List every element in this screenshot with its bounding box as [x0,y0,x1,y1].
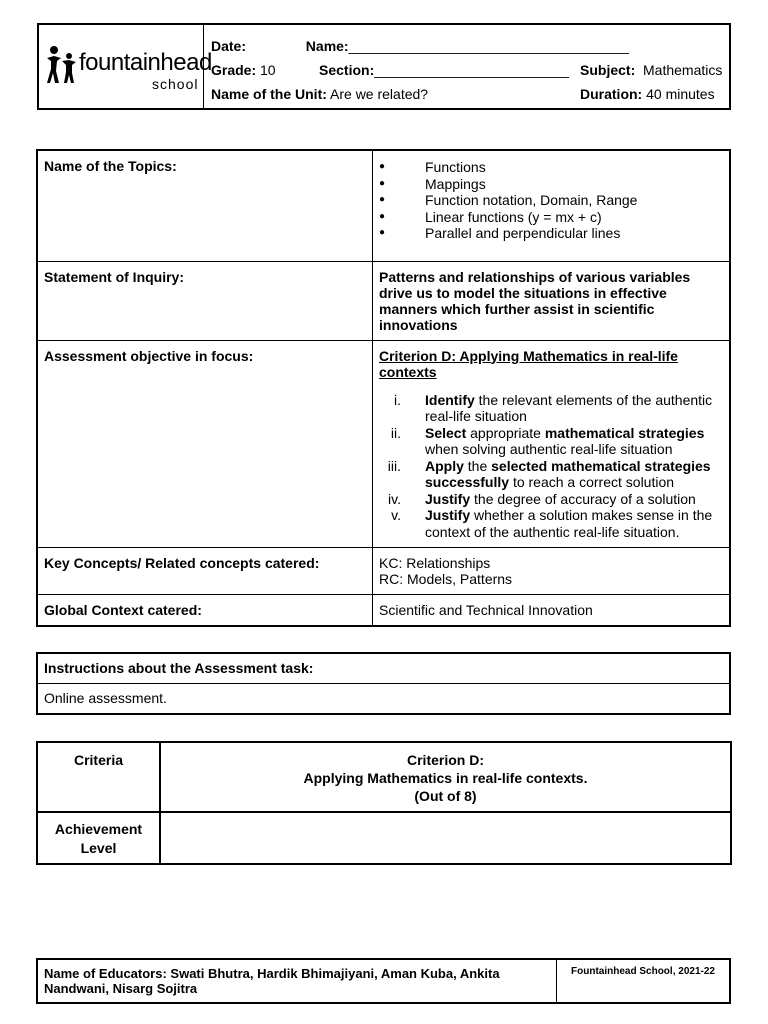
related-concepts: RC: Models, Patterns [379,571,513,587]
criterion-d-max: (Out of 8) [414,788,477,804]
instructions-table [36,652,731,715]
section-field[interactable]: _________________________ [374,62,569,78]
inquiry-text: Patterns and relationships of various variables drive us to model the situations in effective manners which further assist in scientific innovations [373,261,731,340]
unit-value: Are we related? [330,86,429,102]
unit-details-table [36,149,731,627]
unit-row [211,86,428,102]
concepts-row [37,548,730,595]
objective-item-text: when solving authentic real-life situation [425,441,673,457]
topics-list [379,159,723,242]
unit-label: Name of the Unit: [211,86,327,102]
criterion-d-cell [160,742,731,812]
logo-figures-icon [45,45,79,85]
objective-item-text: Justify [425,507,471,523]
objective-item [379,458,723,491]
date-label: Date: [211,38,247,54]
header-box [37,23,731,110]
objective-item-text: the [463,457,492,474]
name-label: Name: [305,38,349,54]
objective-item-number: ii. [390,424,401,441]
objective-item-number: iii. [387,457,401,474]
inquiry-row [37,261,730,340]
criterion-d-title: Criterion D: [407,752,484,768]
objective-item-number: v. [391,507,401,523]
objective-item-text: the relevant elements of the authentic real-life situation [425,391,713,424]
objective-item [379,507,723,540]
objective-list [379,392,723,541]
objective-item [379,392,723,425]
school-logo [39,25,212,108]
duration-value: 40 minutes [646,86,715,102]
grade-value: 10 [260,62,276,78]
criteria-label: Criteria [37,742,160,812]
topics-label: Name of the Topics: [37,150,373,261]
objective-item-text: whether a solution makes sense in the context of the authentic real-life situation. [425,507,713,540]
objective-row [37,340,730,548]
topic-item: ● Functions [401,159,723,176]
instructions-value: Online assessment. [37,684,730,715]
global-context-label: Global Context catered: [37,595,373,627]
criterion-d-desc: Applying Mathematics in real-life contexts. [303,770,588,786]
section-row [319,62,569,78]
objective-item [379,425,723,458]
footer-school: Fountainhead School, 2021-22 [557,959,731,1003]
achievement-label-line1: Achievement [54,821,143,837]
inquiry-label: Statement of Inquiry: [37,261,373,340]
objective-label: Assessment objective in focus: [37,340,373,548]
objective-item-text: to reach a correct solution [509,474,675,490]
objective-item-number: i. [394,391,401,408]
objective-item-text: the degree of accuracy of a solution [470,490,696,507]
objective-item-text: Select [425,424,467,441]
header-row-1 [211,38,629,54]
objective-heading: Criterion D: Applying Mathematics in real-life contexts [379,347,678,380]
objective-item-text: Apply [425,457,464,474]
name-field[interactable]: ____________________________________ [348,38,629,54]
achievement-label [37,812,160,864]
objective-item-text: appropriate [466,424,545,441]
topic-item: ● Parallel and perpendicular lines [401,225,723,242]
global-context-value: Scientific and Technical Innovation [373,595,731,627]
logo-wordmark: fountainhead [79,49,212,76]
topics-cell [373,150,731,261]
duration-row [580,86,715,102]
objective-item [379,491,723,508]
concepts-label: Key Concepts/ Related concepts catered: [37,548,373,595]
educators-names: Name of Educators: Swati Bhutra, Hardik Bhimajiyani, Aman Kuba, Ankita Nandwani, Nisarg Sojitra [37,959,557,1003]
objective-item-text: Identify [425,391,475,408]
objective-item-text: Justify [425,490,471,507]
objective-cell [373,340,731,548]
achievement-label-line2: Level [80,840,117,856]
achievement-level-field[interactable] [160,812,731,864]
objective-item-text: mathematical strategies [544,424,705,441]
section-label: Section: [319,62,375,78]
criteria-table [36,741,732,865]
key-concept: KC: Relationships [379,555,491,571]
concepts-cell [373,548,731,595]
grade-label: Grade: [211,62,257,78]
logo-subtext: school [152,76,199,92]
topic-item: ● Linear functions (y = mx + c) [401,209,723,226]
duration-label: Duration: [580,86,643,102]
topic-item: ● Mappings [401,176,723,193]
topic-item: ● Function notation, Domain, Range [401,192,723,209]
objective-item-number: iv. [388,490,401,507]
global-context-row [37,595,730,627]
subject-label: Subject: [580,62,636,78]
subject-value: Mathematics [643,62,723,78]
subject-row [580,62,722,78]
objective-item-text: selected mathematical strategies successfully [425,457,711,490]
topics-row [37,150,730,261]
footer-table [36,958,731,1004]
instructions-label: Instructions about the Assessment task: [37,653,730,684]
header-row-2 [211,62,276,78]
